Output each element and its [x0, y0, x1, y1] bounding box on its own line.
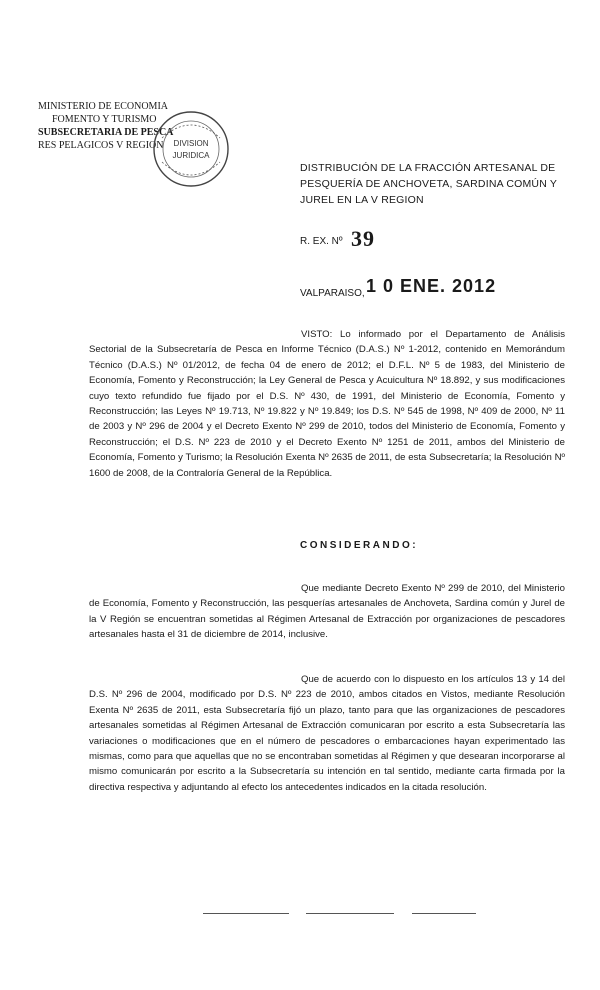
considerando-title: CONSIDERANDO: [300, 540, 419, 551]
header-subsecretaria: SUBSECRETARIA DE PESCA [38, 127, 174, 138]
date-stamp: 1 0 ENE. 2012 [366, 276, 497, 296]
considerando-paragraph-2: Que de acuerdo con lo dispuesto en los artículos 13 y 14 del D.S. Nº 296 de 2004, modificado por D.S. Nº 223 de 2010, ambos citados en Vistos, mediante Resolución Exenta Nº 2635 de 2011, esta Subsecretaría fijó un plazo, tanto para que las organizaciones de pescadores artesanales sometidas al Régimen Artesanal de Extracción comunicaran por escrito a esta Subsecretaría las variaciones o modificaciones que en el número de pescadores o embarcaciones hayan experimentado las mismas, como para que aquellas que no se encontraban sometidas al Régimen y que desearan incorporarse al mismo comunicarán por escrito a la Subsecretaría su intención en tal sentido, mediante carta firmada por la directiva respectiva y adjuntando al efecto los antecedentes indicados en la citada resolución. [89, 674, 565, 793]
footer-rule [412, 913, 476, 914]
header-ministry: MINISTERIO DE ECONOMIA [38, 101, 168, 112]
place: VALPARAISO, [300, 288, 365, 299]
document-subject: DISTRIBUCIÓN DE LA FRACCIÓN ARTESANAL DE PESQUERÍA DE ANCHOVETA, SARDINA COMÚN Y JUREL EN LA V REGION [300, 162, 557, 206]
resolution-label: R. EX. Nº [300, 236, 343, 247]
visto-paragraph: VISTO: Lo informado por el Departamento de Análisis Sectorial de la Subsecretaría de Pesca en Informe Técnico (D.A.S.) Nº 1-2012, contenido en Memorándum Técnico (D.A.S.) Nº 01/2012, de fecha 04 de enero de 2012; el D.F.L. Nº 5 de 1983, del Ministerio de Economía, Fomento y Reconstrucción; la Ley General de Pesca y Acuicultura Nº 18.892, y sus modificaciones cuyo texto refundido fue fijado por el D.S. Nº 430, de 1991, del Ministerio de Economía, Fomento y Reconstrucción; las Leyes Nº 19.713, Nº 19.822 y Nº 19.849; los D.S. Nº 545 de 1998, Nº 409 de 2000, Nº 11 de 2003 y Nº 296 de 2004 y el Decreto Exento Nº 299 de 2010, todos del Ministerio de Economía, Fomento y Reconstrucción; el D.S. Nº 223 de 2010 y el Decreto Exento Nº 1251 de 2011, ambos del Ministerio de Economía, Fomento y Turismo; la Resolución Exenta Nº 2635 de 2011, de esta Subsecretaría; la Resolución Nº 1600 de 2008, de la Contraloría General de la República. [89, 329, 565, 479]
header-ministry-area: FOMENTO Y TURISMO [52, 114, 157, 125]
footer-rule [306, 913, 394, 914]
header-department: RES PELAGICOS V REGION [38, 140, 164, 151]
footer-rule [203, 913, 289, 914]
considerando-paragraph-1: Que mediante Decreto Exento Nº 299 de 2010, del Ministerio de Economía, Fomento y Reconstrucción, las pesquerías artesanales de Anchoveta, Sardina común y Jurel de la V Región se encuentran sometidas al Régimen Artesanal de Extracción por organizaciones de pescadores artesanales hasta el 31 de diciembre de 2014, inclusive. [89, 583, 565, 641]
stamp-line1: DIVISION [173, 139, 209, 148]
stamp-line2: JURIDICA [172, 151, 210, 160]
resolution-number: 39 [351, 226, 375, 251]
division-stamp [150, 108, 232, 190]
